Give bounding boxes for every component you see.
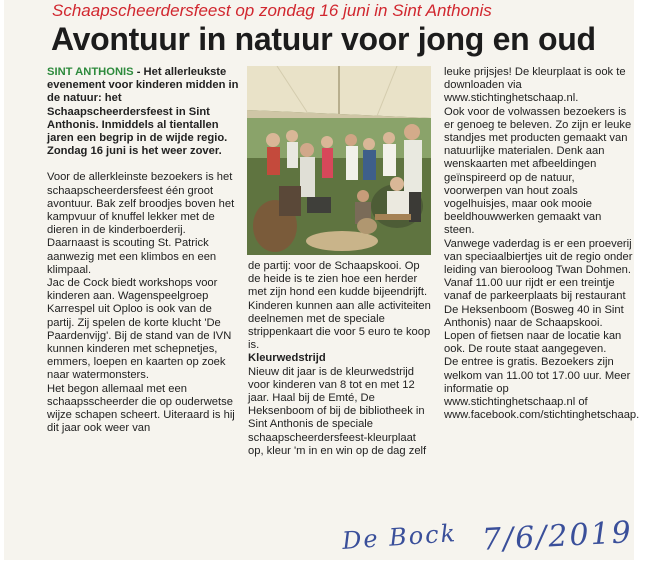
paragraph: Nieuw dit jaar is de kleurwedstrijd voor kinderen van 8 tot en met 12 jaar. Haal bij de Emté, De Heksenboom of bij de bibliotheek in Sint Anthonis de speciale schaapscheerdersfeest-kleurplaat op, kleur 'm in en win op de dag zelf xyxy=(248,365,427,457)
paragraph: Ook voor de volwassen bezoekers is er genoeg te beleven. Zo zijn er leuke standjes met producten gemaakt van natuurlijke materialen. Denk aan wenskaarten met afbeeldingen geïnspireerd op de natuur, voorwerpen van hout zoals vogelhuisjes, maar ook mooie beeldhouwwerken gemaakt van steen. xyxy=(444,105,632,237)
paragraph: Vanwege vaderdag is er een proeverij van speciaalbiertjes uit de regio onder leiding van bierooloog Twan Dohmen. xyxy=(444,237,633,277)
article-intro xyxy=(47,66,239,158)
intro-text: - Het allerleukste evenement voor kinderen midden in de natuur: het Schaapscheerdersfeest in Sint Anthonis. Inmiddels al tientallen jaren een begrip in de wijde regio. Zondag 16 juni is het weer zover. xyxy=(47,66,239,158)
paragraph: Het begon allemaal met een schaapsscheerder die op ouderwetse wijze schapen scheert. Uiteraard is hij dit jaar ook weer van xyxy=(47,382,235,435)
article-column-1 xyxy=(47,66,239,435)
article-kicker: Schaapscheerdersfeest op zondag 16 juni in Sint Anthonis xyxy=(52,1,492,20)
paragraph: Kinderen kunnen aan alle activiteiten deelnemen met de speciale strippenkaart die voor 5 euro te koop is. xyxy=(248,299,431,352)
article-subhead: Kleurwedstrijd xyxy=(248,352,326,365)
paragraph: de partij: voor de Schaapskooi. Op de heide is te zien hoe een herder met zijn hond een kudde bijeendrijft. xyxy=(248,260,428,299)
article-photo xyxy=(247,66,431,255)
paragraph: Jac de Cock biedt workshops voor kinderen aan. Wagenspeelgroep Karrespel uit Oploo is ook van de partij. Zij spelen de korte klucht 'De Paardenvijg'. Bij de stand van de IVN kunnen kinderen met schepnetjes, emmers, loepen en kaarten op zoek naar watermonsters. xyxy=(47,277,232,382)
handwritten-name: De Bock xyxy=(341,519,458,555)
paragraph: Vanaf 11.00 uur rijdt er een treintje vanaf de parkeerplaats bij restaurant De Heksenboom (Bosweg 40 in Sint Anthonis) naar de Schaapskooi. Lopen of fietsen naar de locatie kan ook. De route staat aangegeven. xyxy=(444,277,626,356)
handwritten-annotation xyxy=(0,513,646,563)
article-headline: Avontuur in natuur voor jong en oud xyxy=(51,21,596,57)
festival-photo-illustration xyxy=(247,66,431,255)
intro-place: SINT ANTHONIS xyxy=(47,66,134,78)
article-column-3 xyxy=(444,66,640,422)
article-column-2 xyxy=(248,260,434,458)
paragraph: Voor de allerkleinste bezoekers is het schaapscheerdersfeest één groot avontuur. Bak zelf broodjes boven het kampvuur of knuffel lekker met de dieren in de kinderboerderij. Daarnaast is scouting St. Patrick aanwezig met een klimbos en een klimpaal. xyxy=(47,171,235,276)
handwritten-date: 7/6/2019 xyxy=(481,515,634,558)
paragraph: De entree is gratis. Bezoekers zijn welkom van 11.00 tot 17.00 uur. Meer informatie op www.stichtinghetschaap.nl of www.facebook.com/stichtinghetschaap. xyxy=(444,356,640,422)
paragraph: leuke prijsjes! De kleurplaat is ook te downloaden via www.stichtinghetschaap.nl. xyxy=(444,66,626,105)
